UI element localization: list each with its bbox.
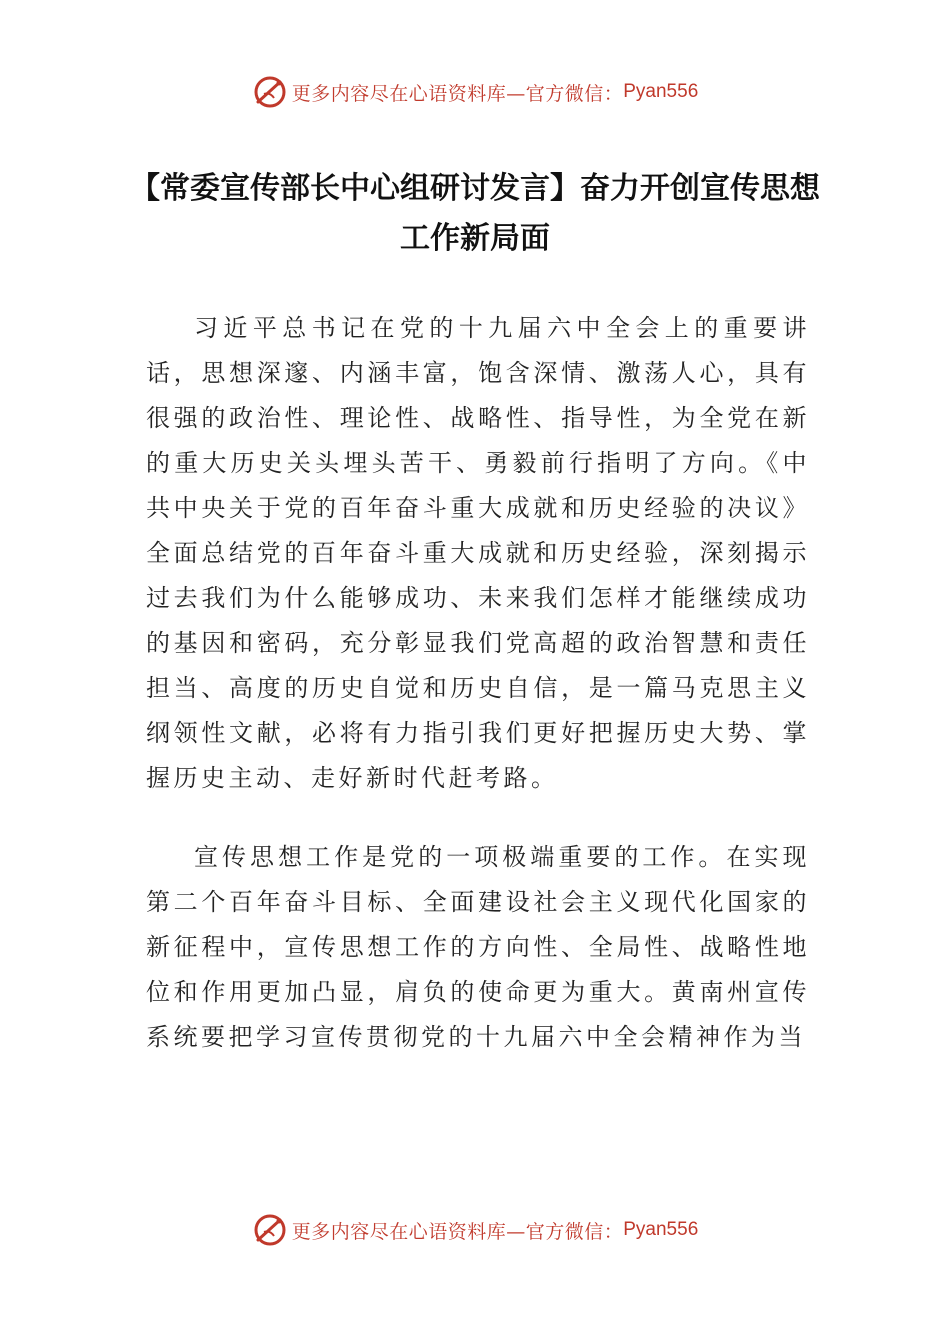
- watermark-contact: Pyan556: [623, 1219, 699, 1240]
- watermark-text: 更多内容尽在心语资料库—官方微信：: [291, 82, 624, 105]
- watermark-contact: Pyan556: [623, 81, 699, 102]
- brush-logo-icon: [252, 74, 288, 110]
- document-title: 【常委宣传部长中心组研讨发言】奋力开创宣传思想工作新局面: [130, 171, 820, 256]
- footer-watermark: [0, 1210, 950, 1250]
- body-paragraph: 宣传思想工作是党的一项极端重要的工作。在实现第二个百年奋斗目标、全面建设社会主义现代化国家的新征程中，宣传思想工作的方向性、全局性、战略性地位和作用更加凸显，肩负的使命更为重大。黄南州宣传系统要把学习宣传贯彻党的十九届六中全会精神作为当: [146, 843, 810, 1051]
- header-watermark: [0, 72, 950, 112]
- brush-logo-icon: [252, 1212, 288, 1248]
- body-paragraph: 习近平总书记在党的十九届六中全会上的重要讲话，思想深邃、内涵丰富，饱含深情、激荡人心，具有很强的政治性、理论性、战略性、指导性，为全党在新的重大历史关头埋头苦干、勇毅前行指明了方向。《中共中央关于党的百年奋斗重大成就和历史经验的决议》全面总结党的百年奋斗重大成就和历史经验，深刻揭示过去我们为什么能够成功、未来我们怎样才能继续成功的基因和密码，充分彰显我们党高超的政治智慧和责任担当、高度的历史自觉和历史自信，是一篇马克思主义纲领性文献，必将有力指引我们更好把握历史大势、掌握历史主动、走好新时代赶考路。: [146, 314, 810, 792]
- watermark-text: 更多内容尽在心语资料库—官方微信：: [291, 1220, 624, 1243]
